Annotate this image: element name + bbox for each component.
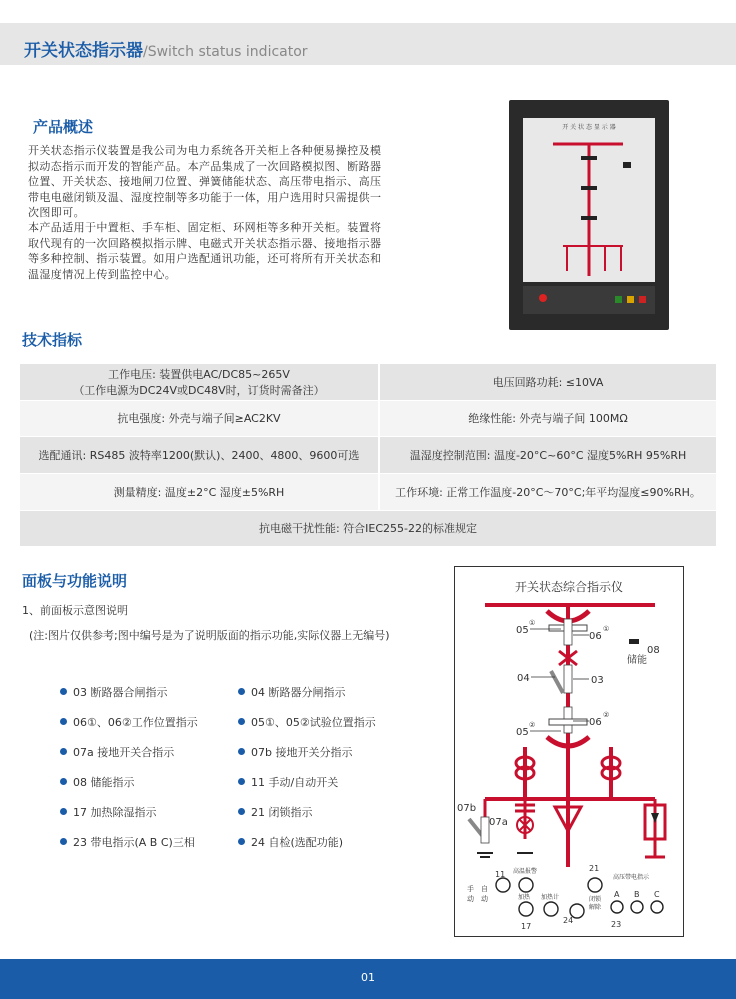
lock-indicator [588,878,602,892]
svg-text:C: C [654,890,660,899]
bullet-dot [238,748,245,755]
spec-cell: 工作电压: 装置供电AC/DC85~265V （工作电源为DC24V或DC48V时，订货时需备注） [20,364,379,400]
svg-text:解除: 解除 [589,904,602,911]
spec-row [20,436,716,473]
svg-text:②: ② [603,711,610,719]
function-item [60,834,195,850]
svg-text:手: 手 [467,885,474,893]
title-cn: 开关状态指示器 [24,41,143,61]
paragraph-line: 等多种控制、指示装置。如用户选配通讯功能，还可将所有开关状态和 [28,252,382,265]
live-indicator-c [651,901,663,913]
bullet-dot [60,688,67,695]
label-07b: 07b [457,803,477,814]
bullet-dot [60,778,67,785]
svg-text:加热计: 加热计 [541,894,560,901]
svg-text:A: A [614,890,620,899]
live-indicator-a [611,901,623,913]
function-item [60,744,174,760]
label-11: 11 [495,870,506,879]
specs-heading: 技术指标 [22,331,83,349]
function-item [238,684,346,700]
product-screen-diagram [523,126,655,286]
function-item [238,834,343,850]
paragraph-line: 温湿度情况上传到监控中心。 [28,267,177,281]
function-item-label: 07b 接地开关分指示 [251,746,353,759]
page-title [24,36,308,61]
manual-auto-switch [496,878,510,892]
bullet-dot [60,748,67,755]
panel-heading: 面板与功能说明 [22,572,128,590]
product-screen [523,118,655,282]
function-item-label: 07a 接地开关合指示 [73,746,175,759]
bullet-dot [60,808,67,815]
paragraph-line: 拟动态指示而开发的智能产品。本产品集成了一次回路模拟图、断路器 [28,159,382,173]
spec-cell: 工作环境: 正常工作温度-20°C～70°C;年平均湿度≤90%RH。 [379,473,716,510]
spec-cell-full: 抗电磁干扰性能: 符合IEC255-22的标准规定 [20,510,716,546]
spec-cell: 抗电强度: 外壳与端子间≥AC2KV [20,400,379,436]
label-03: 03 [591,675,604,686]
bullet-dot [60,718,67,725]
function-item [60,804,157,820]
function-item-label: 08 储能指示 [73,776,135,789]
live-indicator-b [631,901,643,913]
function-item [238,804,313,820]
label-08-text: 储能 [627,655,647,666]
function-item [238,714,376,730]
spec-cell: 绝缘性能: 外壳与端子间 100MΩ [379,400,716,436]
label-04: 04 [517,673,530,684]
paragraph-line: 带电电磁闭锁及温、湿度控制等多功能于一体，用户选用时只需提供一 [28,190,382,204]
svg-text:加热: 加热 [518,894,531,901]
panel-note: (注:图片仅供参考;图中编号是为了说明版面的指示功能,实际仪器上无编号) [29,629,390,642]
spec-table [20,364,716,547]
svg-text:①: ① [603,625,610,633]
spec-row [20,510,716,546]
front-panel-diagram [454,566,684,937]
product-photo [509,100,669,330]
footer-bar [0,959,736,999]
label-24: 24 [563,916,574,925]
label-17: 17 [521,922,532,931]
function-item [60,714,198,730]
front-panel-svg [455,567,683,936]
function-item-label: 06①、06②工作位置指示 [73,716,198,729]
bullet-dot [238,838,245,845]
title-en: /Switch status indicator [143,44,308,60]
spec-row [20,400,716,436]
bullet-dot [238,718,245,725]
label-05-2: 05 [516,727,529,738]
spec-cell: 温湿度控制范围: 温度-20°C~60°C 湿度5%RH 95%RH [379,436,716,473]
overview-heading: 产品概述 [33,118,94,136]
diagram-title: 开关状态综合指示仪 [514,580,624,594]
function-item-label: 23 带电指示(A B C)三相 [73,836,195,849]
function-item [238,744,352,760]
svg-text:闭锁: 闭锁 [589,896,602,903]
spec-cell: 测量精度: 温度±2°C 湿度±5%RH [20,473,379,510]
label-06-1: 06 [589,631,602,642]
label-21: 21 [589,864,600,873]
product-screen-title: 开 关 状 态 显 示 器 [562,124,616,131]
label-05-1: 05 [516,625,529,636]
spec-cell: 选配通讯: RS485 波特率1200(默认)、2400、4800、9600可选 [20,436,379,473]
bullet-dot [238,688,245,695]
svg-text:高压带电指示: 高压带电指示 [613,874,650,881]
page-number: 01 [361,971,375,984]
function-item-label: 21 闭锁指示 [251,806,313,819]
function-item-label: 05①、05②试验位置指示 [251,716,376,729]
paragraph-line: 取代现有的一次回路模拟指示牌、电磁式开关状态指示器、接地指示器 [28,236,382,250]
overview-paragraph-2 [28,220,448,282]
spec-cell: 电压回路功耗: ≤10VA [379,364,716,400]
paragraph-line: 位置、开关状态、接地闸刀位置、弹簧储能状态、高压带电指示、高压 [28,175,382,188]
function-item-label: 24 自检(选配功能) [251,836,344,849]
function-item [238,774,338,790]
function-item-label: 11 手动/自动开关 [251,776,339,789]
overview-paragraph-1 [28,143,448,221]
paragraph-line: 次图即可。 [28,206,85,219]
svg-text:②: ② [529,721,536,729]
function-item [60,684,168,700]
svg-text:①: ① [529,619,536,627]
svg-text:动: 动 [467,895,474,903]
svg-text:动: 动 [481,895,488,903]
label-08: 08 [647,645,660,656]
label-23: 23 [611,920,622,929]
product-control-strip [523,286,655,314]
energy-storage-indicator [629,639,639,644]
spec-row [20,473,716,510]
bullet-dot [238,808,245,815]
panel-subheading: 1、前面板示意图说明 [22,604,128,617]
svg-text:高温报警: 高温报警 [513,868,538,875]
bullet-dot [60,838,67,845]
label-07a: 07a [489,817,508,828]
bullet-dot [238,778,245,785]
function-item-label: 17 加热除湿指示 [73,806,157,819]
svg-text:自: 自 [481,885,488,893]
function-item-label: 04 断路器分闸指示 [251,686,346,699]
function-item-label: 03 断路器合闸指示 [73,686,168,699]
paragraph-line: 本产品适用于中置柜、手车柜、固定柜、环网柜等多种开关柜。装置将 [28,221,382,234]
spec-row [20,364,716,400]
label-06-2: 06 [589,717,602,728]
heater-indicator [519,902,533,916]
function-item [60,774,135,790]
paragraph-line: 开关状态指示仪装置是我公司为电力系统各开关柜上各种便易操控及模 [28,144,382,157]
svg-text:B: B [634,890,640,899]
